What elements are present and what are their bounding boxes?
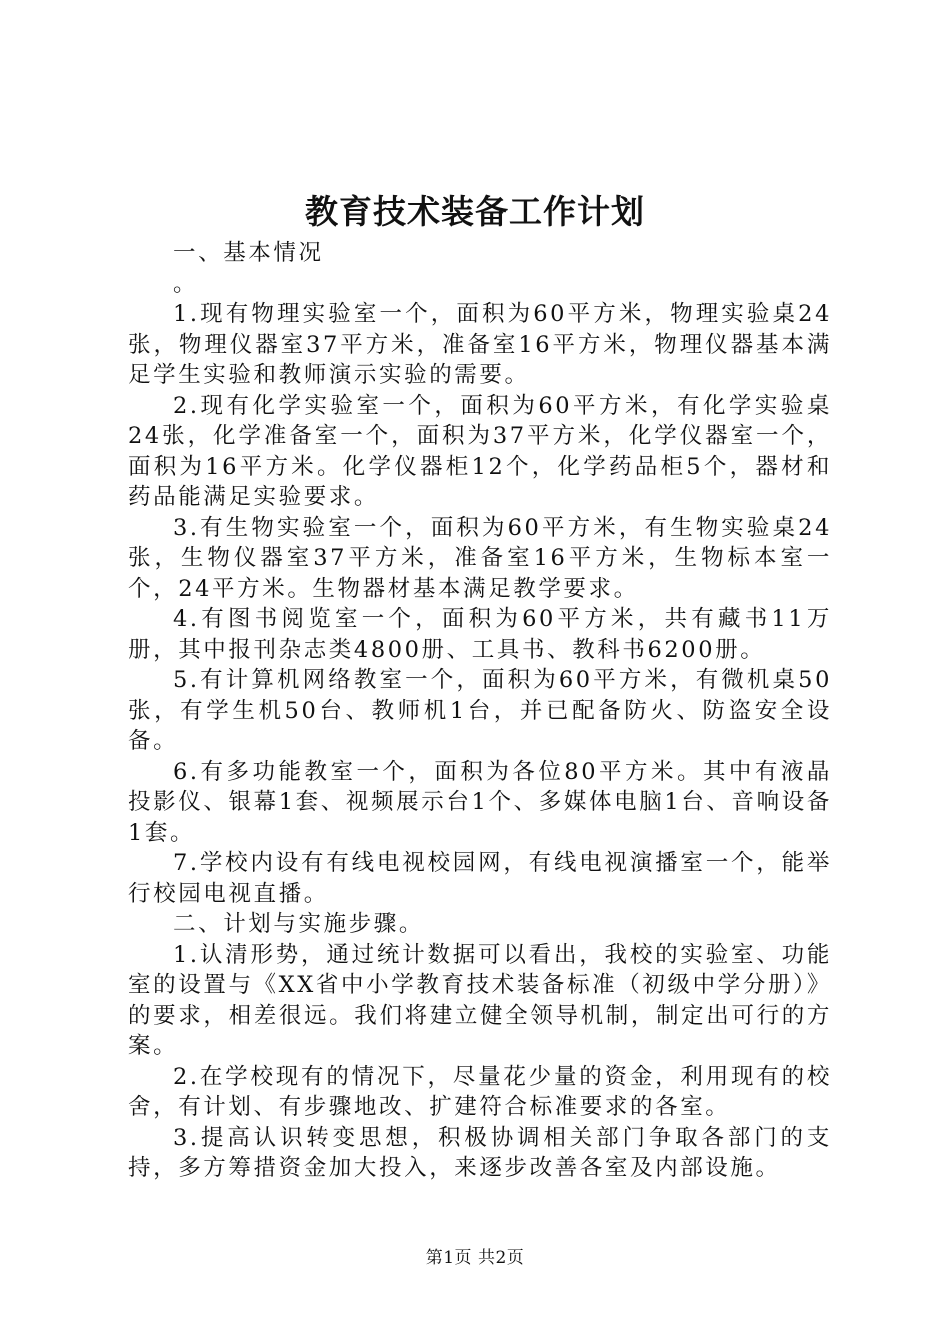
paragraph: 3.有生物实验室一个，面积为60平方米，有生物实验桌24张，生物仪器室37平方米，准备室16平方米，生物标本室一个，24平方米。生物器材基本满足教学要求。: [128, 514, 832, 602]
document-title: 教育技术装备工作计划: [305, 192, 645, 231]
paragraph: 7.学校内设有有线电视校园网，有线电视演播室一个，能举行校园电视直播。: [128, 850, 832, 907]
section-heading-plan: 二、计划与实施步骤。: [173, 911, 425, 937]
paragraph: 5.有计算机网络教室一个，面积为60平方米，有微机桌50张，有学生机50台、教师机1台，并已配备防火、防盗安全设备。: [128, 667, 832, 754]
paragraph: 2.现有化学实验室一个，面积为60平方米，有化学实验桌24张，化学准备室一个，面积为37平方米，化学仪器室一个，面积为16平方米。化学仪器柜12个，化学药品柜5个，器材和药品能满足实验要求。: [128, 392, 832, 510]
section-heading-basic: 一、基本情况: [173, 240, 324, 266]
page-number: 第1页 共2页: [425, 1248, 525, 1268]
paragraph: 3.提高认识转变思想，积极协调相关部门争取各部门的支持，多方筹措资金加大投入，来逐步改善各室及内部设施。: [128, 1124, 832, 1181]
paragraph: 1.认清形势，通过统计数据可以看出，我校的实验室、功能室的设置与《XX省中小学教育技术装备标准（初级中学分册）》的要求，相差很远。我们将建立健全领导机制，制定出可行的方案。: [128, 941, 832, 1059]
paragraph: 。: [173, 270, 199, 297]
document-body: [128, 238, 832, 1184]
paragraph: 2.在学校现有的情况下，尽量花少量的资金，利用现有的校舍，有计划、有步骤地改、扩建符合标准要求的各室。: [128, 1063, 832, 1120]
paragraph: 6.有多功能教室一个，面积为各位80平方米。其中有液晶投影仪、银幕1套、视频展示台1个、多媒体电脑1台、音响设备1套。: [128, 758, 832, 846]
paragraph: 4.有图书阅览室一个，面积为60平方米，共有藏书11万册，其中报刊杂志类4800册、工具书、教科书6200册。: [128, 606, 832, 663]
paragraph: 1.现有物理实验室一个，面积为60平方米，物理实验桌24张，物理仪器室37平方米，准备室16平方米，物理仪器基本满足学生实验和教师演示实验的需要。: [128, 301, 832, 388]
